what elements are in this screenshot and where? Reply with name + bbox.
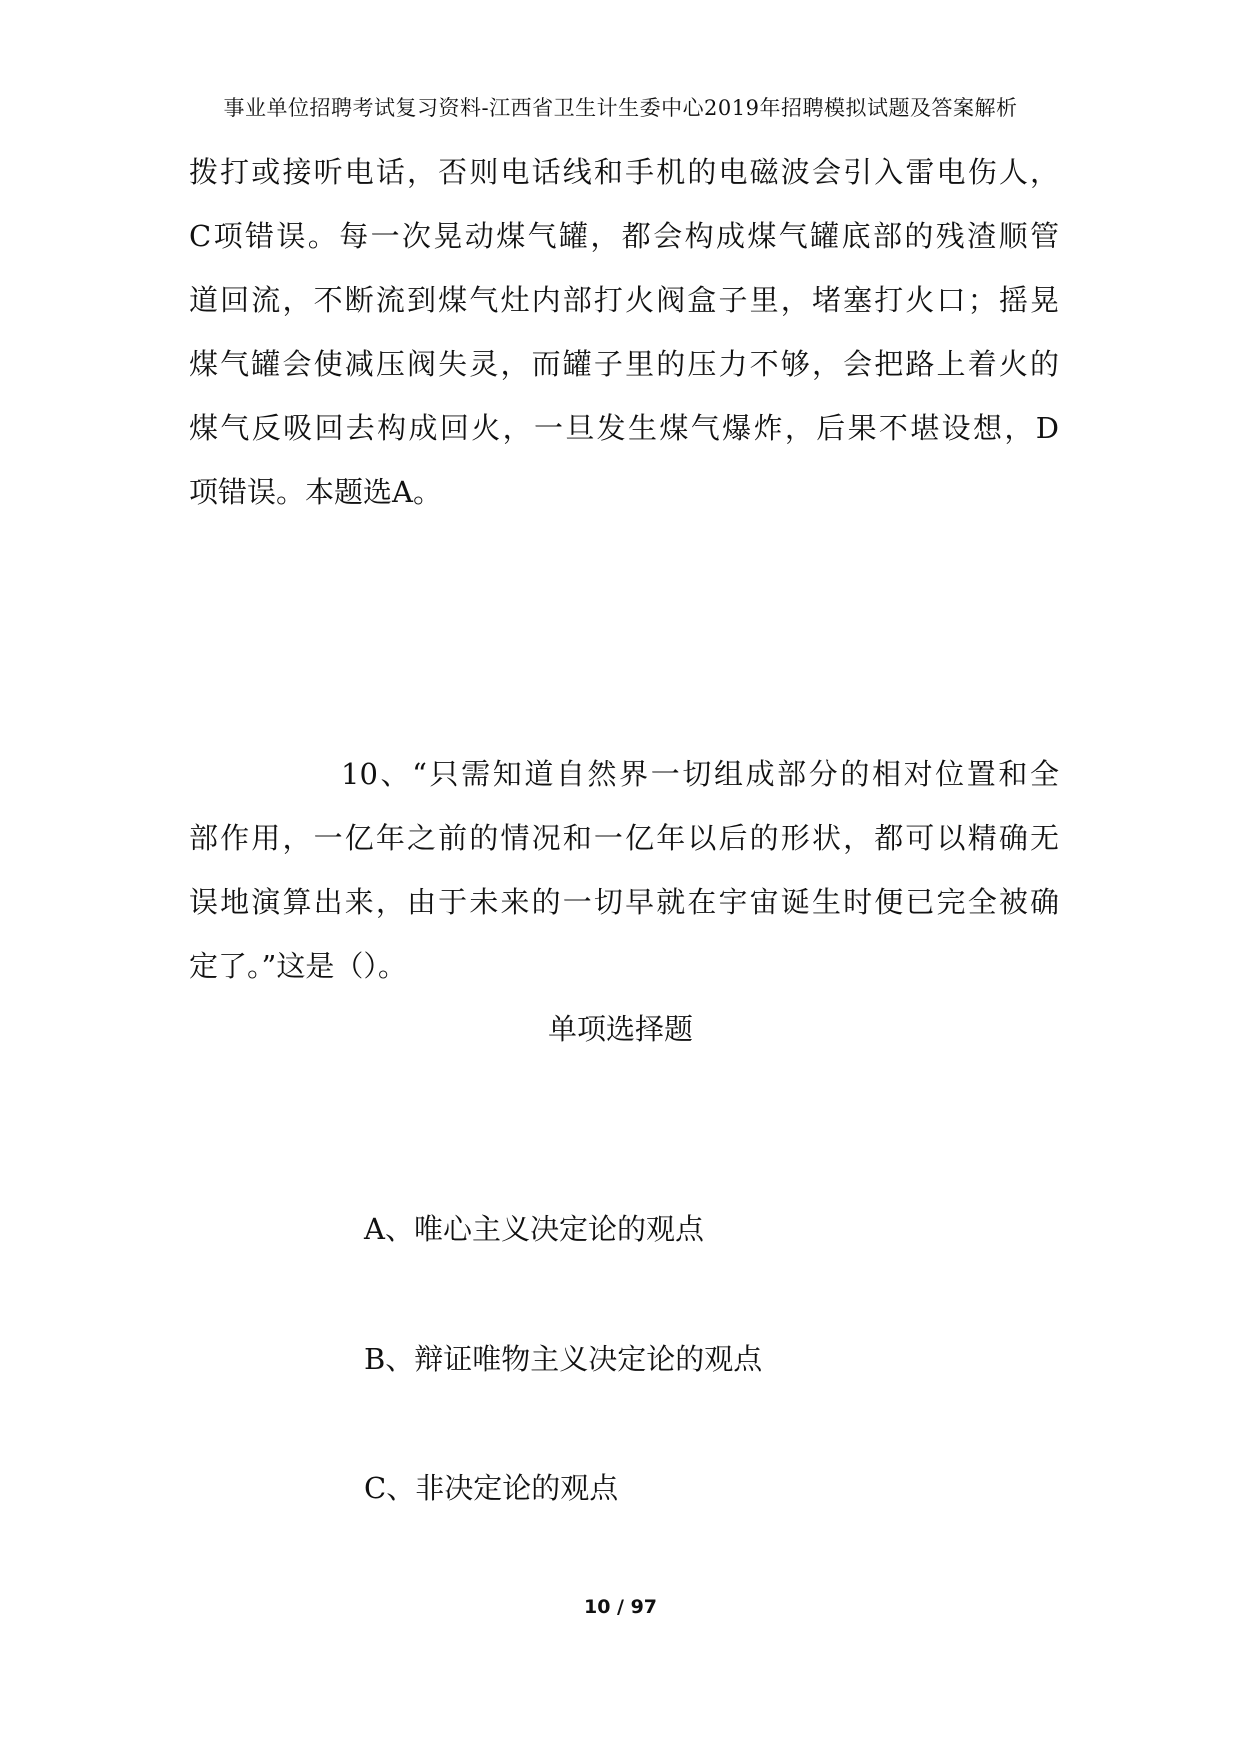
question-stem: [189, 742, 1059, 998]
page-header: 事业单位招聘考试复习资料-江西省卫生计生委中心2019年招聘模拟试题及答案解析: [223, 96, 1018, 120]
explanation-line: 道回流，不断流到煤气灶内部打火阀盒子里，堵塞打火口；摇晃: [189, 283, 1059, 317]
question-line: 定了。”这是（）。: [189, 949, 407, 983]
explanation-line: 项错误。本题选A。: [189, 475, 442, 509]
explanation-line: C项错误。每一次晃动煤气罐，都会构成煤气罐底部的残渣顺管: [189, 219, 1059, 253]
page-number: 10 / 97: [583, 1596, 658, 1618]
explanation-line: 拨打或接听电话，否则电话线和手机的电磁波会引入雷电伤人，: [189, 155, 1059, 189]
option-b: B、辩证唯物主义决定论的观点: [364, 1342, 763, 1376]
question-line: 误地演算出来，由于未来的一切早就在宇宙诞生时便已完全被确: [189, 885, 1059, 919]
question-type-label: 单项选择题: [547, 1012, 693, 1046]
question-line: 部作用，一亿年之前的情况和一亿年以后的形状，都可以精确无: [189, 821, 1059, 855]
question-line: 10、“只需知道自然界一切组成部分的相对位置和全: [341, 757, 1059, 791]
option-c: C、非决定论的观点: [364, 1471, 619, 1505]
explanation-line: 煤气反吸回去构成回火，一旦发生煤气爆炸，后果不堪设想，D: [189, 411, 1059, 445]
answer-explanation: [189, 140, 1059, 524]
explanation-line: 煤气罐会使减压阀失灵，而罐子里的压力不够，会把路上着火的: [189, 347, 1059, 381]
option-a: A、唯心主义决定论的观点: [364, 1212, 704, 1246]
